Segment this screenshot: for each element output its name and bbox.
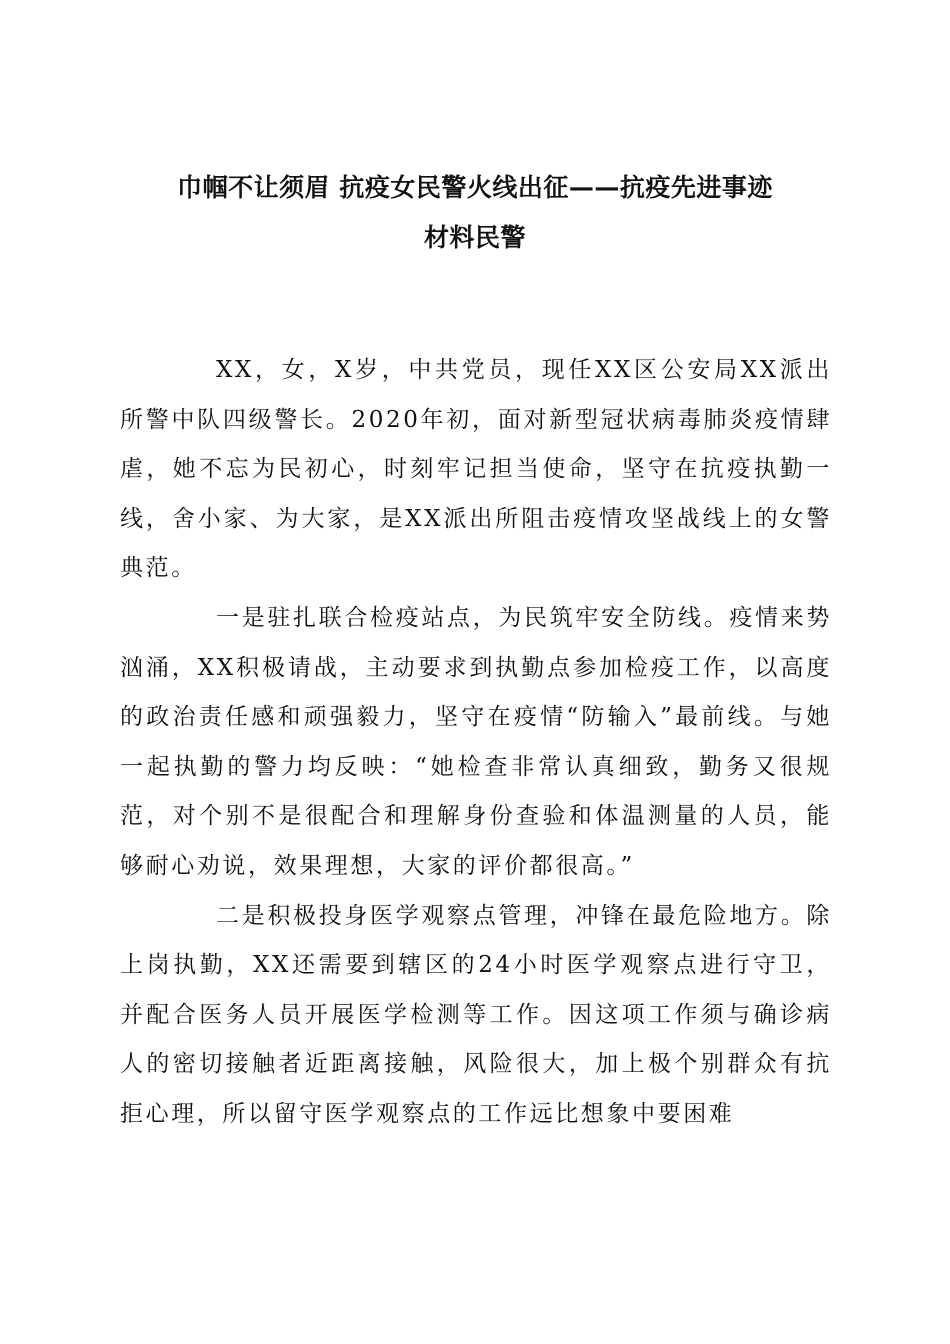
paragraph-intro: XX，女，X岁，中共党员，现任XX区公安局XX派出所警中队四级警长。2020年初，面对新型冠状病毒肺炎疫情肆虐，她不忘为民初心，时刻牢记担当使命，坚守在抗疫执勤一线，舍小家、为大家，是XX派出所阻击疫情攻坚战线上的女警典范。: [120, 357, 832, 582]
paragraph-section-two: 二是积极投身医学观察点管理，冲锋在最危险地方。除上岗执勤，XX还需要到辖区的24小时医学观察点进行守卫，并配合医务人员开展医学检测等工作。因这项工作须与确诊病人的密切接触者近距离接触，风险很大，加上极个别群众有抗拒心理，所以留守医学观察点的工作远比想象中要困难: [120, 902, 832, 1127]
title-line-2: 材料民警: [423, 222, 526, 252]
document-title: [110, 163, 840, 263]
paragraph-section-one: 一是驻扎联合检疫站点，为民筑牢安全防线。疫情来势汹涌，XX积极请战，主动要求到执勤点参加检疫工作，以高度的政治责任感和顽强毅力，坚守在疫情“防输入”最前线。与她一起执勤的警力均反映：“她检查非常认真细致，勤务又很规范，对个别不是很配合和理解身份查验和体温测量的人员，能够耐心劝说，效果理想，大家的评价都很高。”: [120, 604, 832, 879]
title-line-1: 巾帼不让须眉 抗疫女民警火线出征——抗疫先进事迹: [177, 172, 773, 202]
document-body: [120, 346, 832, 1140]
